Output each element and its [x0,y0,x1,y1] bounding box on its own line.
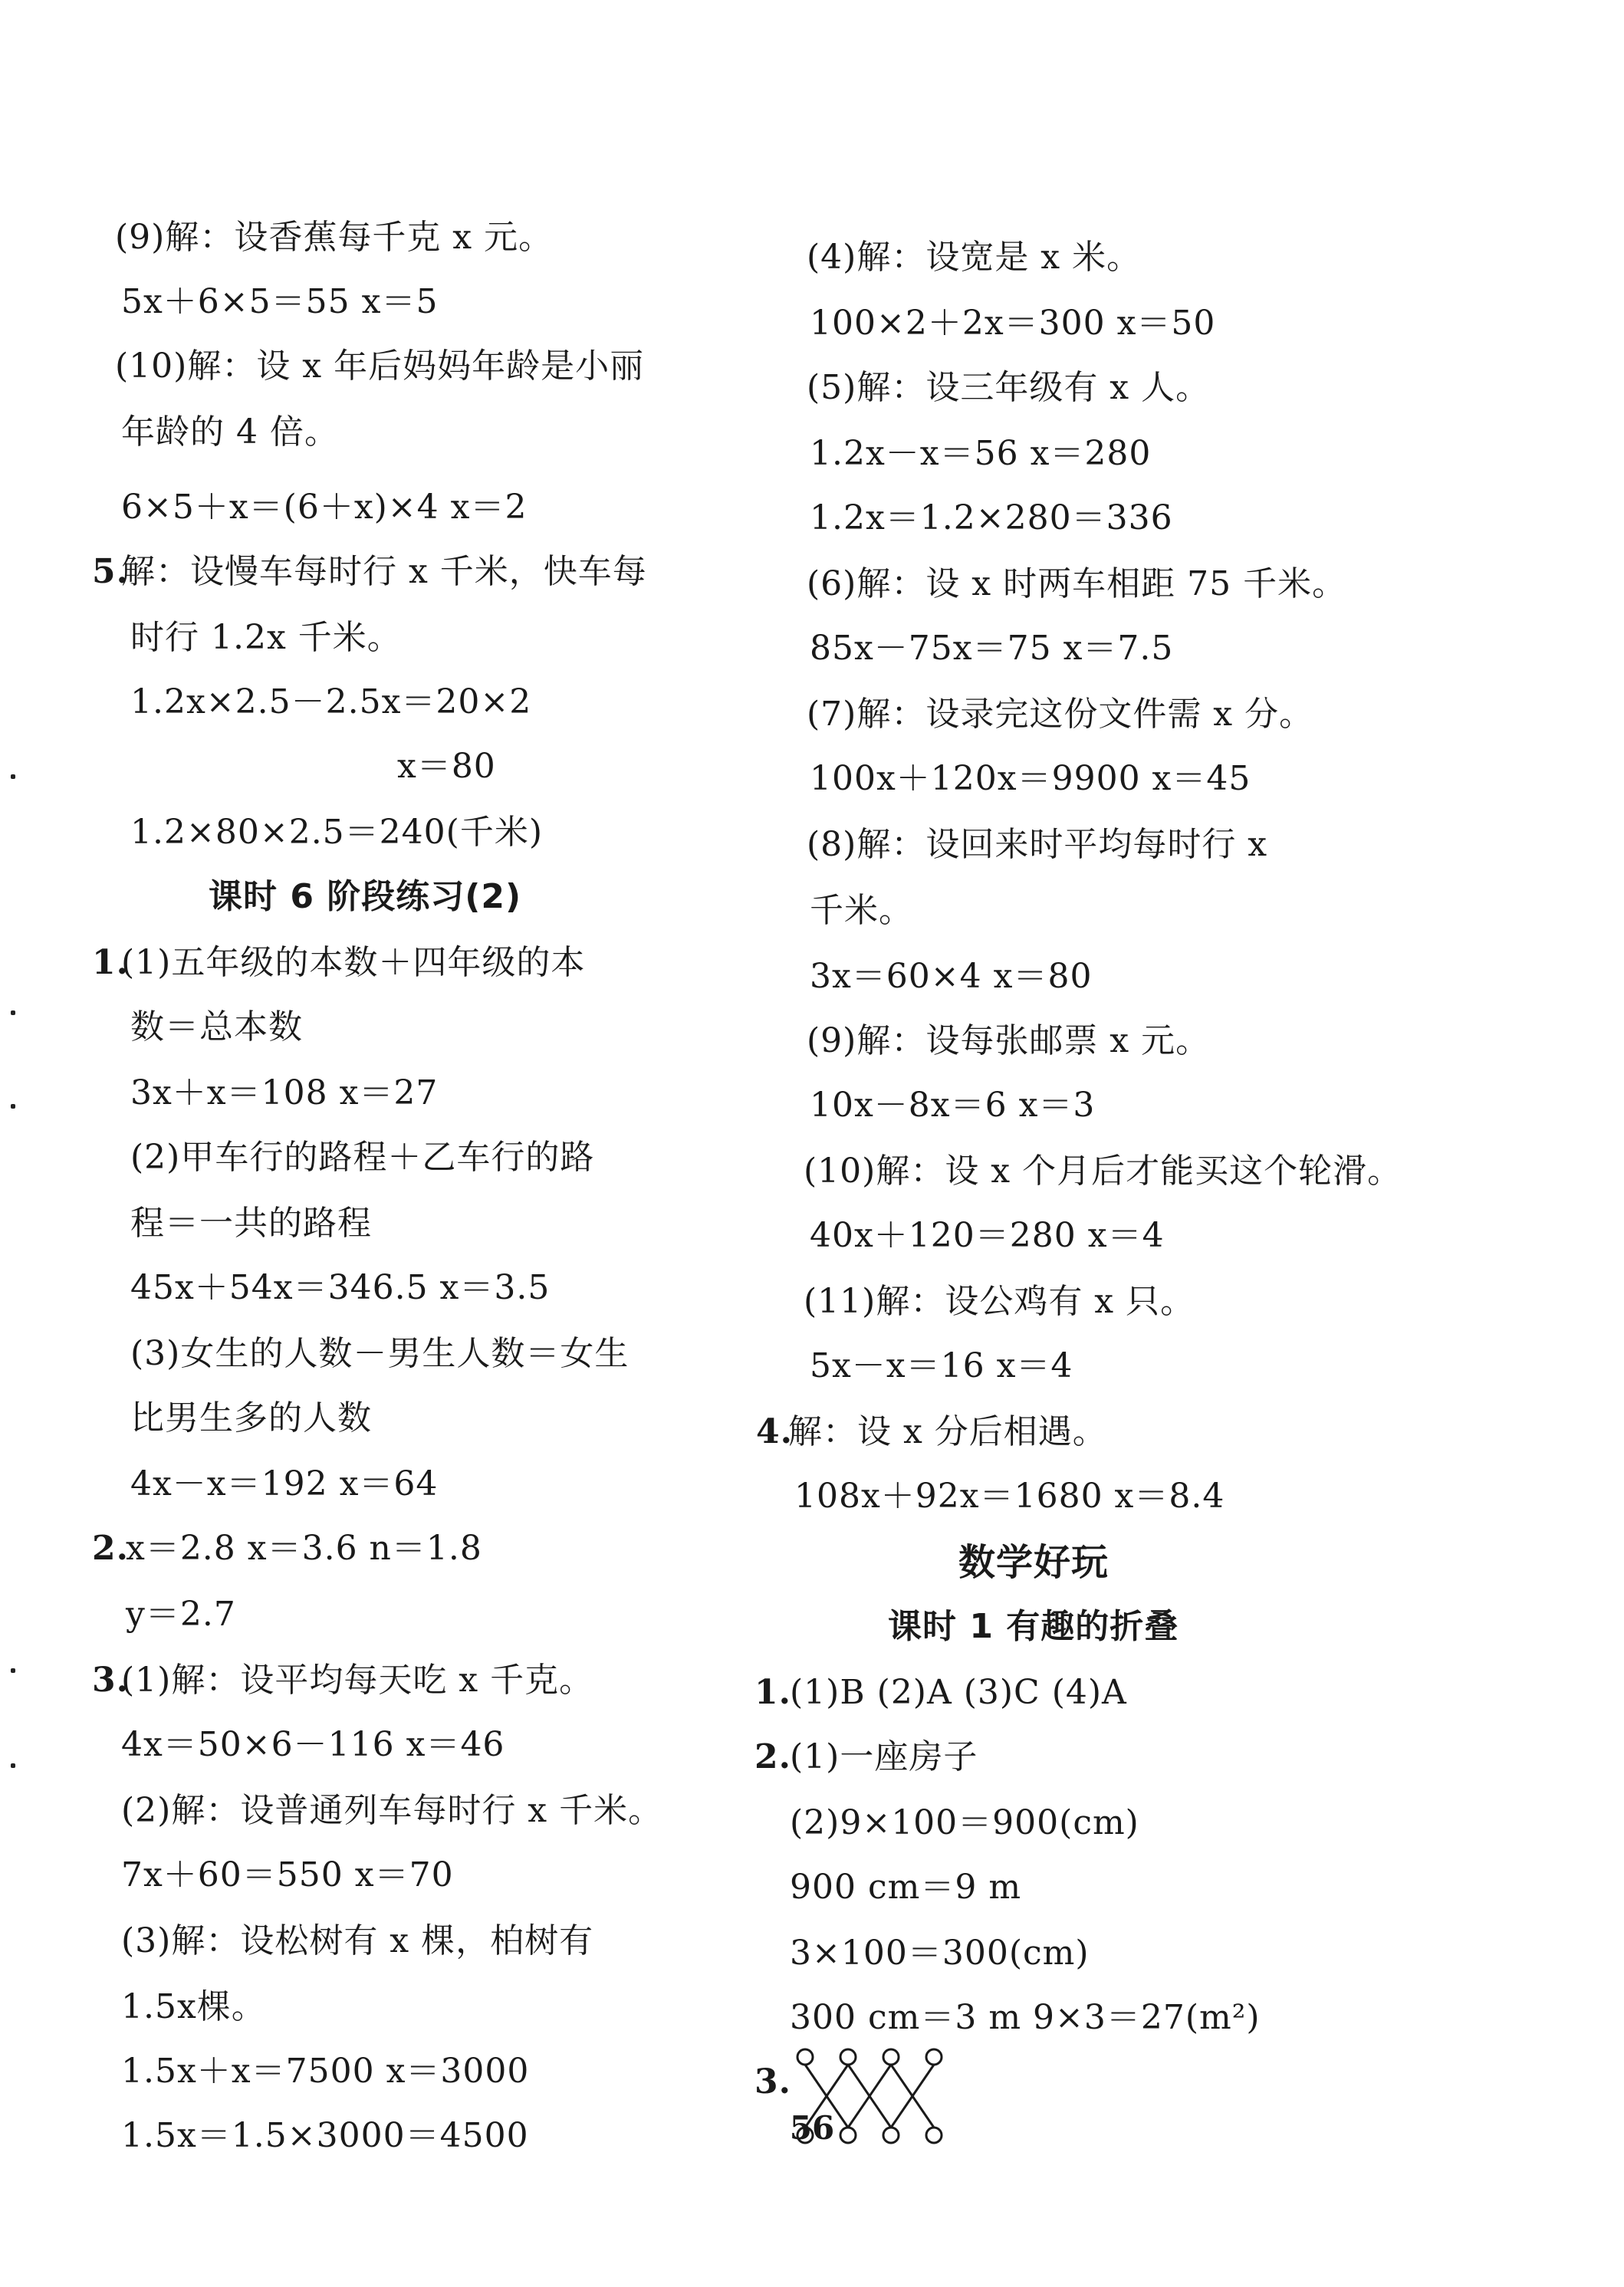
text-line: 4x－x＝192 x＝64 [130,1464,439,1503]
question-number: 3. [754,2062,791,2101]
text-line: (3)女生的人数－男生人数＝女生 [130,1334,630,1373]
question-number: 3. [92,1661,129,1700]
text-line: 1.5x＝1.5×3000＝4500 [121,2116,529,2155]
top-circle-4 [926,2049,942,2065]
text-line: 4x＝50×6－116 x＝46 [121,1725,505,1764]
text-line: (9)解：设香蕉每千克 x 元。 [115,218,554,257]
question-number: 1. [754,1673,791,1712]
question-number: 5. [92,552,129,591]
scan-speck [11,774,15,779]
text-line: (3)解：设松树有 x 棵，柏树有 [121,1921,594,1960]
text-line: 1.5x＋x＝7500 x＝3000 [121,2052,530,2091]
top-circle-2 [840,2049,856,2065]
text-line: 100×2＋2x＝300 x＝50 [810,304,1216,343]
text-line: 45x＋54x＝346.5 x＝3.5 [130,1268,551,1307]
text-line: 3×100＝300(cm) [790,1934,1090,1973]
text-line: 900 cm＝9 m [790,1868,1022,1907]
text-line: (2)解：设普通列车每时行 x 千米。 [121,1791,663,1830]
top-circle-1 [797,2049,813,2065]
text-line: 1.2x－x＝56 x＝280 [810,434,1152,473]
text-line: (10)解：设 x 个月后才能买这个轮滑。 [804,1152,1402,1191]
text-line: x＝80 [397,747,496,786]
text-line: (1)五年级的本数＋四年级的本 [121,943,586,982]
text-line: (7)解：设录完这份文件需 x 分。 [807,695,1314,734]
chapter-heading: 数学好玩 [958,1541,1110,1584]
question-number: 4. [756,1412,793,1451]
text-line: (2)9×100＝900(cm) [790,1803,1139,1842]
scan-speck [11,1763,15,1768]
text-line: 10x－8x＝6 x＝3 [810,1086,1096,1125]
text-line: 数＝总本数 [130,1007,303,1047]
text-line: 1.5x棵。 [121,1987,266,2026]
text-line: (5)解：设三年级有 x 人。 [807,368,1211,407]
text-line: 千米。 [810,891,913,930]
text-line: (1)一座房子 [790,1737,978,1776]
section-heading: 课时 6 阶段练习(2) [209,877,522,916]
text-line: 5x－x＝16 x＝4 [810,1346,1073,1385]
text-line: y＝2.7 [126,1595,236,1634]
text-line: (1)解：设平均每天吃 x 千克。 [121,1661,594,1700]
text-line: 程＝一共的路程 [130,1204,372,1243]
text-line: (6)解：设 x 时两车相距 75 千米。 [807,564,1347,603]
text-line: 1.2x×2.5－2.5x＝20×2 [130,682,532,721]
text-line: (1)B (2)A (3)C (4)A [790,1673,1127,1712]
text-line: 300 cm＝3 m 9×3＝27(m²) [790,1998,1261,2037]
text-line: 1.2x＝1.2×280＝336 [810,498,1173,537]
page-number: 56 [789,2109,835,2147]
question-number: 2. [92,1529,129,1568]
question-number: 1. [92,943,129,982]
text-line: 6×5＋x＝(6＋x)×4 x＝2 [121,488,528,527]
text-line: 7x＋60＝550 x＝70 [121,1855,454,1894]
question-number: 2. [754,1737,791,1776]
section-heading: 课时 1 有趣的折叠 [888,1607,1179,1646]
text-line: 40x＋120＝280 x＝4 [810,1216,1165,1255]
text-line: 3x＝60×4 x＝80 [810,957,1093,996]
text-line: 年龄的 4 倍。 [121,412,339,452]
text-line: (10)解：设 x 年后妈妈年龄是小丽 [115,347,645,386]
scan-speck [11,1010,15,1015]
text-line: 解：设 x 分后相遇。 [788,1412,1107,1451]
text-line: 85x－75x＝75 x＝7.5 [810,629,1174,668]
text-line: x＝2.8 x＝3.6 n＝1.8 [126,1529,482,1568]
text-line: 比男生多的人数 [130,1398,372,1438]
text-line: 5x＋6×5＝55 x＝5 [121,282,439,321]
text-line: (11)解：设公鸡有 x 只。 [804,1282,1195,1321]
text-line: 100x＋120x＝9900 x＝45 [810,759,1251,798]
text-line: (8)解：设回来时平均每时行 x [807,825,1268,864]
text-line: 1.2×80×2.5＝240(千米) [130,813,543,852]
text-line: (2)甲车行的路程＋乙车行的路 [130,1138,595,1177]
top-circle-3 [883,2049,899,2065]
text-line: (9)解：设每张邮票 x 元。 [807,1021,1211,1060]
scan-speck [11,1104,15,1109]
text-line: 时行 1.2x 千米。 [130,618,402,657]
text-line: 解：设慢车每时行 x 千米，快车每 [121,552,647,591]
text-line: 3x＋x＝108 x＝27 [130,1073,439,1112]
text-line: (4)解：设宽是 x 米。 [807,238,1142,277]
scan-speck [11,1668,15,1673]
text-line: 108x＋92x＝1680 x＝8.4 [794,1477,1225,1516]
